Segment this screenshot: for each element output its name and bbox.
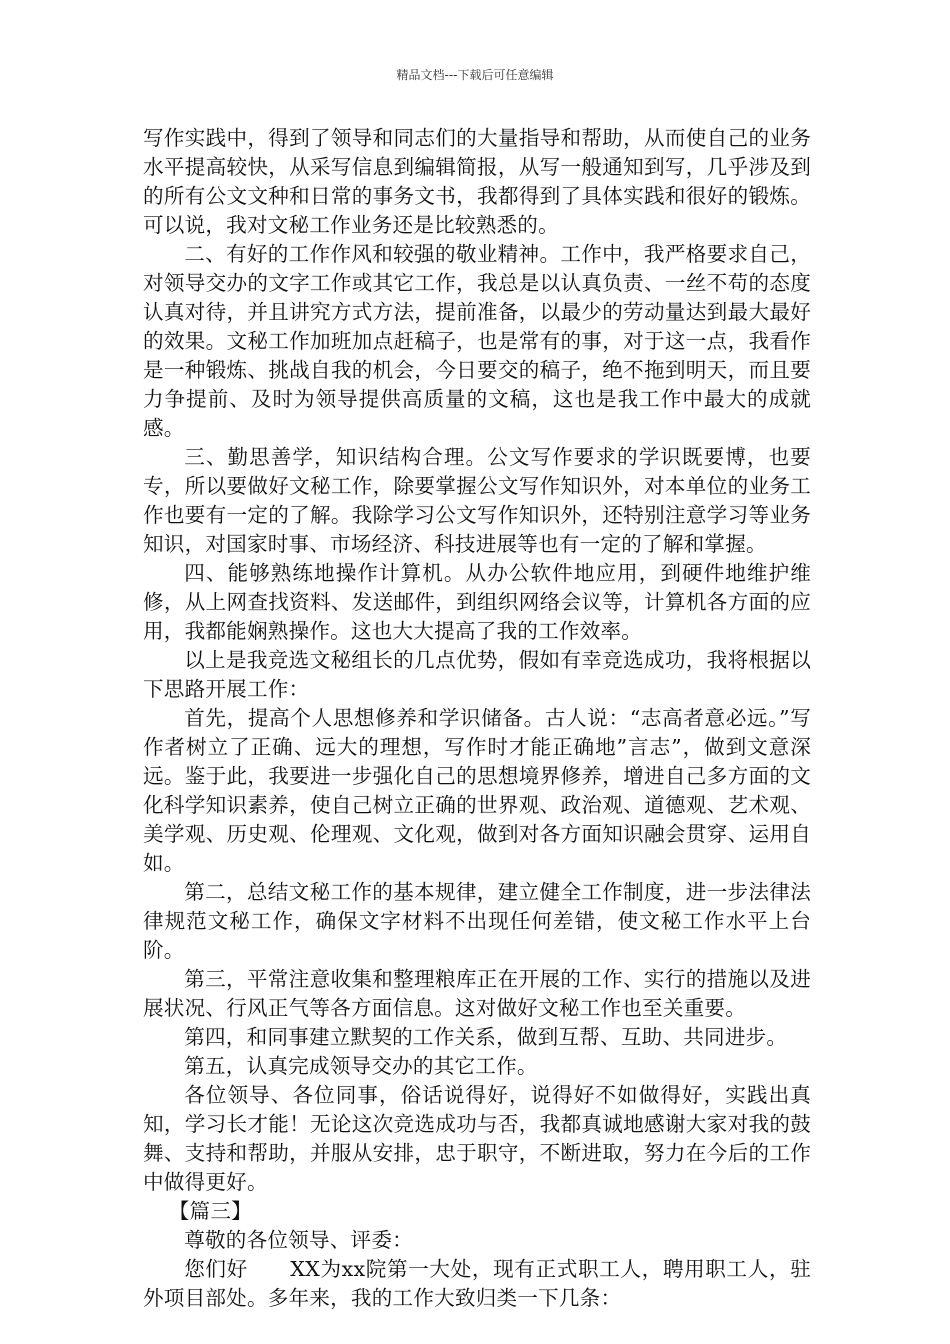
- document-body: [143, 124, 811, 1313]
- salutation: 尊敬的各位领导、评委：: [184, 1228, 413, 1252]
- paragraph: 各位领导、各位同事，俗话说得好，说得好不如做得好，实践出真知，学习长才能！无论这次竞选成功与否，我都真诚地感谢大家对我的鼓舞、支持和帮助，并服从安排，忠于职守，不断进取，努力在今后的工作中做得更好。: [143, 1083, 811, 1194]
- paragraph: 第三，平常注意收集和整理粮库正在开展的工作、实行的措施以及进展状况、行风正气等各方面信息。这对做好文秘工作也至关重要。: [143, 967, 811, 1020]
- paragraph: 您们好 XX为xx院第一大处，现有正式职工人，聘用职工人，驻外项目部处。多年来，我的工作大致归类一下几条：: [143, 1257, 811, 1310]
- paragraph: 首先，提高个人思想修养和学识储备。古人说：“志高者意必远。”写作者树立了正确、远大的理想，写作时才能正确地”言志”，做到文意深远。鉴于此，我要进一步强化自己的思想境界修养，增进自己多方面的文化科学知识素养，使自己树立正确的世界观、政治观、道德观、艺术观、美学观、历史观、伦理观、文化观，做到对各方面知识融会贯穿、运用自如。: [143, 706, 811, 875]
- paragraph: 写作实践中，得到了领导和同志们的大量指导和帮助，从而使自己的业务水平提高较快，从采写信息到编辑简报，从写一般通知到写，几乎涉及到的所有公文文种和日常的事务文书，我都得到了具体实践和很好的锻炼。可以说，我对文秘工作业务还是比较熟悉的。: [143, 126, 811, 237]
- paragraph: 以上是我竞选文秘组长的几点优势，假如有幸竞选成功，我将根据以下思路开展工作：: [143, 648, 811, 701]
- paragraph: 三、勤思善学，知识结构合理。公文写作要求的学识既要博，也要专，所以要做好文秘工作，除要掌握公文写作知识外，对本单位的业务工作也要有一定的了解。我除学习公文写作知识外，还特别注意学习等业务知识，对国家时事、市场经济、科技进展等也有一定的了解和掌握。: [143, 445, 811, 556]
- section-heading: 【篇三】: [168, 1199, 252, 1223]
- paragraph: 第四，和同事建立默契的工作关系，做到互帮、互助、共同进步。: [184, 1025, 788, 1049]
- paragraph: 第二，总结文秘工作的基本规律，建立健全工作制度，进一步法律法律规范文秘工作，确保文字材料不出现任何差错，使文秘工作水平上台阶。: [143, 880, 811, 962]
- paragraph: 四、能够熟练地操作计算机。从办公软件地应用，到硬件地维护维修，从上网查找资料、发送邮件，到组织网络会议等，计算机各方面的应用，我都能娴熟操作。这也大大提高了我的工作效率。: [143, 561, 811, 643]
- paragraph: 二、有好的工作作风和较强的敬业精神。工作中，我严格要求自己，对领导交办的文字工作或其它工作，我总是以认真负责、一丝不苟的态度认真对待，并且讲究方式方法，提前准备，以最少的劳动量达到最大最好的效果。文秘工作加班加点赶稿子，也是常有的事，对于这一点，我看作是一种锻炼、挑战自我的机会，今日要交的稿子，绝不拖到明天，而且要力争提前、及时为领导提供高质量的文稿，这也是我工作中最大的成就感。: [143, 242, 811, 440]
- page-header: 精品文档---下载后可任意编辑: [396, 68, 554, 82]
- paragraph: 第五，认真完成领导交办的其它工作。: [184, 1054, 538, 1078]
